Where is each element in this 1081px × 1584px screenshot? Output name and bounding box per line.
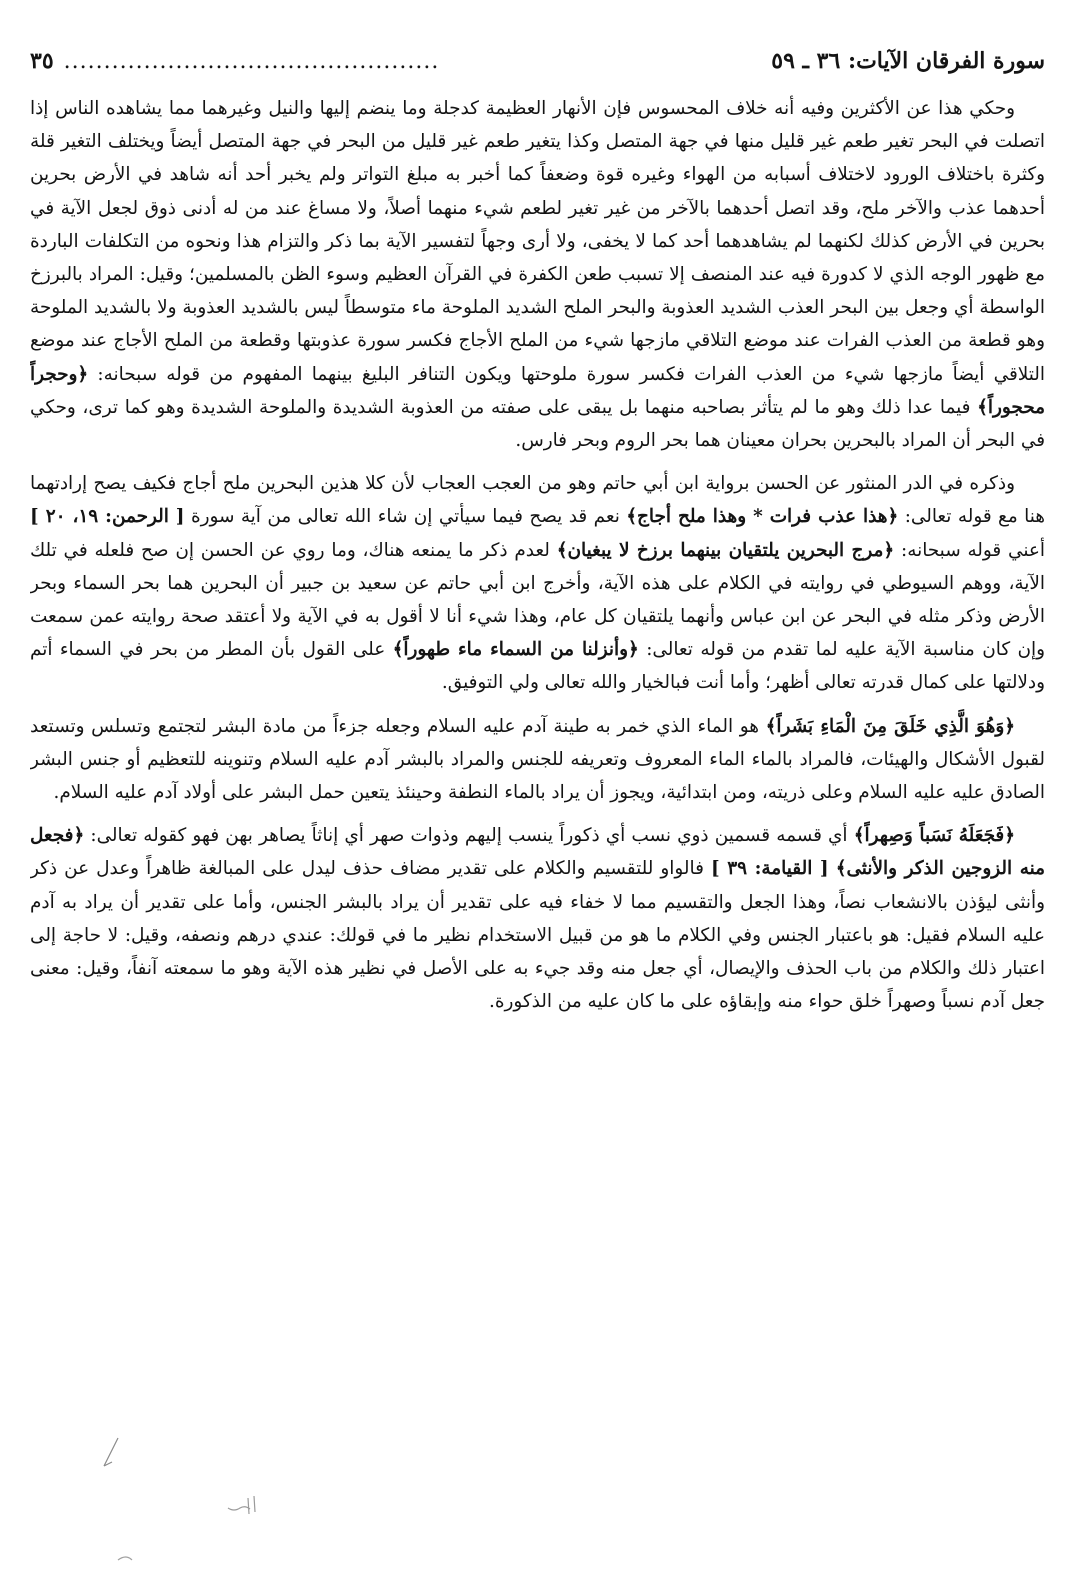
paragraph-4 xyxy=(30,819,1045,1018)
body-text-run xyxy=(829,858,836,879)
paragraph-1 xyxy=(30,92,1045,457)
body-text-run: فيما عدا ذلك وهو ما لم يتأثر بصاحبه منهما بل يبقى على صفته من العذوبة الشديدة والملوحة الشديدة وهو كما ترى، وحكي في البحر أن المراد بالبحرين بحران معينان هما بحر الروم وبحر فارس. xyxy=(30,396,1045,452)
quran-quote: ﴿وَهُوَ الَّذِي خَلَقَ مِنَ الْمَاءِ بَشَراً﴾ xyxy=(765,715,1015,737)
paragraph-2 xyxy=(30,467,1045,699)
body-text-run: أي قسمه قسمين ذوي نسب أي ذكوراً ينسب إليهم وذوات صهر أي إناثاً يصاهر بهن فهو كقوله تعالى: xyxy=(84,825,854,847)
leader-dots: ............................................... xyxy=(63,49,440,74)
body-text-run: أعني قوله سبحانه: xyxy=(894,539,1045,561)
quran-quote: ﴿وأنزلنا من السماء ماء طهوراً﴾ xyxy=(392,639,639,661)
body-text-run: وحكي هذا عن الأكثرين وفيه أنه خلاف المحسوس فإن الأنهار العظيمة كدجلة وما ينضم إليها والنيل وغيرهما مما يشاهده الناس إذا اتصلت في البحر تغير طعم غير قليل منها في جهة المتصل وكذا يتغير طعم غير قليل من البحر في جهة المتصل أيضاً ويختلف التغير قلة وكثرة باختلاف الورود لاختلاف أسبابه من الهواء وغيره قوة وضعفاً كما أخبر به مبلغ التواتر ولم يخبر أحد أنه شاهد في الأرض بحرين أحدهما عذب والآخر ملح، وقد اتصل أحدهما بالآخر من غير تغير لطعم شيء منهما أصلاً، ولا مساغ عند من له أدنى ذوق لجعل الآية في بحرين في الأرض كذلك لكنهما لم يشاهدهما أحد كما لا يخفى، ولا أرى وجهاً لتفسير الآية بما ذكر والتزام هذا ونحوه من التكلفات الباردة مع ظهور الوجه الذي لا كدورة فيه عند المنصف إلا تسبب طعن الكفرة في القرآن العظيم وسوء الظن بالمسلمين؛ وقيل: المراد بالبرزخ الواسطة أي وجعل بين البحر العذب الشديد العذوبة والبحر الملح الشديد الملوحة ماء متوسطاً ليس بالشديد العذوبة ولا بالشديد الملوحة وهو قطعة من العذب الفرات عند موضع التلاقي مازجها شيء من الملح الأجاج فكسر سورة عذوبتها وقطعة من الملح الأجاج عند موضع التلاقي أيضاً مازجها شيء من العذب الفرات فكسر سورة ملوحتها ويكون التنافر البليغ بينهما المفهوم من قوله سبحانه: xyxy=(30,98,1045,385)
body-text-run: وذكره في الدر المنثور عن الحسن برواية ابن أبي حاتم وهو من العجب العجاب لأن كلا هذين البحرين ملح أجاج فكيف يصح إرادتهما هنا مع قوله تعالى: xyxy=(30,473,1045,528)
quran-quote: ﴿مرج البحرين يلتقيان بينهما برزخ لا يبغيان﴾ xyxy=(556,539,895,561)
body-text-run: فالواو للتقسيم والكلام على تقدير مضاف حذف ليدل على المبالغة ظاهراً وعدل عن ذكر وأنثى ليؤذن بالانشعاب نصاً، وهذا الجعل والتقسيم مما لا خفاء فيه على تقدير أن يراد بالبشر الجنس، وأما على تقدير أن يراد به آدم عليه السلام فقيل: هو باعتبار الجنس وفي الكلام ما هو من قبيل الاستخدام نظير ما في قولك: عندي درهم ونصفه، وقيل: لا حاجة إلى اعتبار ذلك والكلام من باب الحذف والإيصال، أي جعل منه وقد جيء به على الأصل في نظير هذه الآية وهو ما سمعته آنفاً، وقيل: معنى جعل آدم نسباً وصهراً خلق حواء منه وإبقاؤه على ما كان عليه من الذكورة. xyxy=(30,858,1045,1013)
running-head xyxy=(30,48,1045,86)
quran-quote: ﴿فَجَعَلَهُ نَسَباً وَصِهراً﴾ xyxy=(853,825,1016,847)
paragraph-3 xyxy=(30,710,1045,810)
quran-quote: ﴿وحجراً محجوراً﴾ xyxy=(30,363,1045,418)
page-number: ٣٥ xyxy=(30,48,54,74)
body-text-run: نعم قد يصح فيما سيأتي إن شاء الله تعالى من آية سورة xyxy=(184,506,627,528)
quran-quote: ﴿هذا عذب فرات * وهذا ملح أجاج﴾ xyxy=(626,506,899,528)
page-body xyxy=(30,92,1045,1018)
body-text-run: على القول بأن المطر من بحر في السماء أتم ودلالتها على كمال قدرته تعالى أظهر؛ وأما أنت فبالخيار والله تعالى ولي التوفيق. xyxy=(30,639,1045,694)
quran-quote: ﴿فجعل منه الزوجين الذكر والأنثى﴾ xyxy=(30,825,1045,880)
body-text-run: هو الماء الذي خمر به طينة آدم عليه السلام وجعله جزءاً من مادة البشر لتجتمع وتسلس وتستعد لقبول الأشكال والهيئات، فالمراد بالماء الماء المعروف وتعريفه للجنس والمراد بالبشر آدم عليه السلام وتنوينه للتعظيم أو جنس البشر الصادق عليه عليه السلام وعلى ذريته، ومن ابتدائية، ويجوز أن يراد بالماء النطفة وحينئذ يتعين حمل البشر على أولاد آدم عليه السلام. xyxy=(30,715,1045,804)
book-page xyxy=(30,48,1045,1568)
verse-reference: [ القيامة: ٣٩ ] xyxy=(710,858,829,880)
body-text-run: لعدم ذكر ما يمنعه هناك، وما روي عن الحسن إن صح فلعله في تلك الآية، ووهم السيوطي في روايته في الكلام على هذه الآية، وأخرج ابن أبي حاتم عن سعيد بن جبير أن البحرين هما بحر السماء وبحر الأرض وذكر مثله في البحر عن ابن عباس وأنهما يلتقيان كل عام، وهذا شيء أنا لا أقول به في الآية ولا أعتقد صحة روايته عمن سمعت وإن كان مناسبة الآية عليه لما تقدم من قوله تعالى: xyxy=(30,539,1045,661)
verse-reference: [ الرحمن: ١٩، ٢٠ ] xyxy=(30,506,185,528)
surah-heading: سورة الفرقان الآيات: ٣٦ ـ ٥٩ xyxy=(771,48,1045,74)
